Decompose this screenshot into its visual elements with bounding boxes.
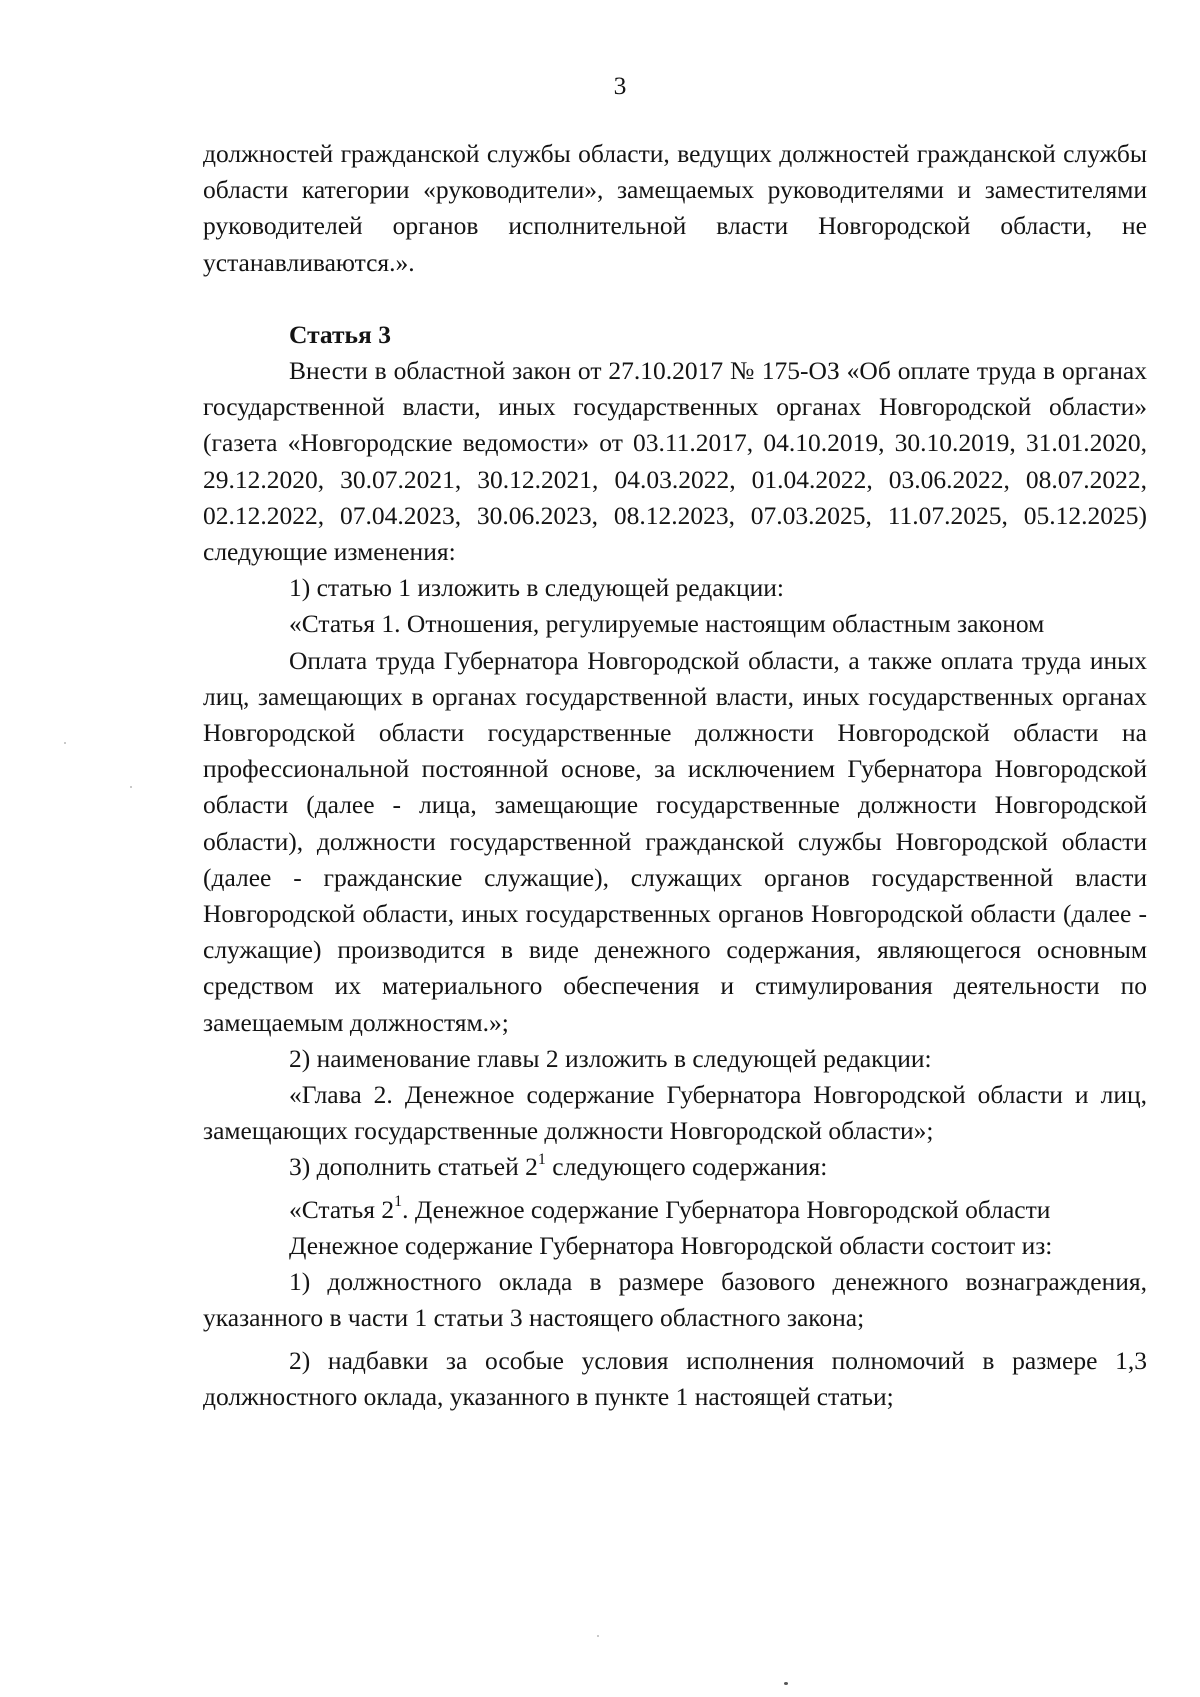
- scan-speck: [64, 742, 66, 744]
- article-1-title: «Статья 1. Отношения, регулируемые настоящим областным законом: [289, 609, 1045, 639]
- intro-paragraph: должностей гражданской службы области, ведущих должностей гражданской службы области категории «руководители», замещаемых руководителями и заместителями руководителей органов исполнительной власти Новгородской области, не устанавливаются.».: [203, 139, 1147, 277]
- article-3-heading: Статья 3: [289, 319, 391, 349]
- amendment-item-1: 1) статью 1 изложить в следующей редакции:: [289, 573, 784, 603]
- document-body: [203, 136, 1147, 1415]
- article-2-1-subitem-1: 1) должностного оклада в размере базового денежного вознаграждения, указанного в части 1 статьи 3 настоящего областного закона;: [203, 1267, 1147, 1333]
- article-2-1-title-text-end: . Денежное содержание Губернатора Новгородской области: [402, 1194, 1051, 1224]
- amendment-item-3: [203, 1149, 1147, 1185]
- article-2-1-lead: Денежное содержание Губернатора Новгородской области состоит из:: [289, 1230, 1053, 1260]
- spacer: [203, 281, 1147, 317]
- article-2-1-superscript: 1: [394, 1193, 403, 1211]
- page-number: 3: [613, 71, 627, 100]
- amendment-item-3-superscript: 1: [537, 1150, 546, 1168]
- article-2-1-title-text: «Статья 2: [289, 1194, 395, 1224]
- amendment-item-3-text: 3) дополнить статьей 2: [289, 1152, 538, 1182]
- chapter-2-title-quote: «Глава 2. Денежное содержание Губернатора Новгородской области и лиц, замещающих государственные должности Новгородской области»;: [203, 1080, 1147, 1146]
- scan-speck: [597, 1635, 599, 1637]
- scan-speck: [130, 786, 132, 788]
- amendment-item-3-text-end: следующего содержания:: [545, 1152, 828, 1182]
- scan-speck: [784, 1682, 788, 1685]
- article-1-body: Оплата труда Губернатора Новгородской области, а также оплата труда иных лиц, замещающих в органах государственной власти, иных государственных органах Новгородской области государственные должности Новгородской области на профессиональной постоянной основе, за исключением Губернатора Новгородской области (далее - лица, замещающие государственные должности Новгородской области), должности государственной гражданской службы Новгородской области (далее - гражданские служащие), служащих органов государственной власти Новгородской области, иных государственных органов Новгородской области (далее - служащие) производится в виде денежного содержания, являющегося основным средством их материального обеспечения и стимулирования деятельности по замещаемым должностям.»;: [203, 645, 1147, 1037]
- article-2-1-subitem-2: 2) надбавки за особые условия исполнения полномочий в размере 1,3 должностного оклада, указанного в пункте 1 настоящей статьи;: [203, 1345, 1147, 1411]
- amendment-item-2: 2) наименование главы 2 изложить в следующей редакции:: [289, 1043, 932, 1073]
- article-3-lead-paragraph: Внести в областной закон от 27.10.2017 № 175-ОЗ «Об оплате труда в органах государственной власти, иных государственных органах Новгородской области» (газета «Новгородские ведомости» от 03.11.2017, 04.10.2019, 30.10.2019, 31.01.2020, 29.12.2020, 30.07.2021, 30.12.2021, 04.03.2022, 01.04.2022, 03.06.2022, 08.07.2022, 02.12.2022, 07.04.2023, 30.06.2023, 08.12.2023, 07.03.2025, 11.07.2025, 05.12.2025) следующие изменения:: [203, 356, 1147, 567]
- article-2-1-title: [203, 1192, 1147, 1228]
